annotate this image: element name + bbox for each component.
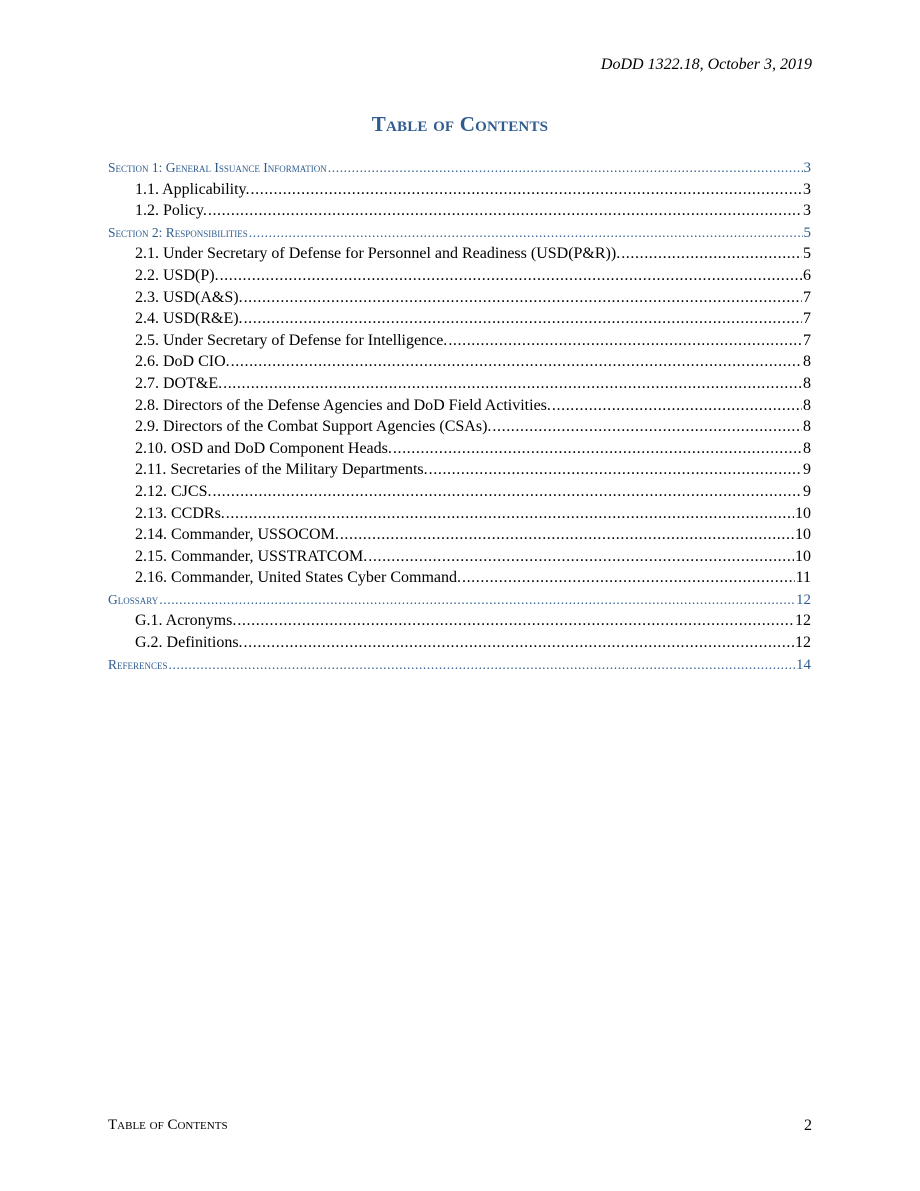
toc-subsection-link[interactable] [108,395,811,417]
dot-leader [448,330,802,352]
dot-leader [208,200,802,222]
document-header: DoDD 1322.18, October 3, 2019 [600,56,812,73]
toc-entry-label: 1.2. Policy. [135,202,207,220]
toc-entry-label: 2.6. DoD CIO. [135,353,230,371]
dot-leader [220,265,802,287]
toc-entry-label: 2.3. USD(A&S). [135,288,243,306]
toc-entry-label: 2.2. USD(P). [135,266,219,284]
toc-entry-label: 2.12. CJCS. [135,482,212,500]
toc-section-link[interactable] [108,589,811,611]
toc-subsection-link[interactable] [108,503,811,525]
toc-subsection-link[interactable] [108,632,811,654]
toc-entry-page-number: 10 [795,504,811,522]
toc-entry-page-number: 7 [803,331,811,349]
toc-entry-label: G.2. Definitions. [135,634,243,652]
toc-entry-label: 2.16. Commander, United States Cyber Command. [135,569,461,587]
dot-leader [237,610,794,632]
toc-entry-label: 2.14. Commander, USSOCOM. [135,526,339,544]
toc-subsection-link[interactable] [108,265,811,287]
toc-entry-page-number: 5 [803,245,811,263]
dot-leader [492,416,802,438]
toc-list [108,157,811,675]
toc-entry-label: G.1. Acronyms. [135,612,237,630]
toc-subsection-link[interactable] [108,610,811,632]
toc-entry-label: 2.5. Under Secretary of Defense for Intelligence. [135,331,448,349]
toc-entry-page-number: 5 [803,224,811,241]
toc-entry-label: 2.9. Directors of the Combat Support Agencies (CSAs). [135,418,492,436]
footer-page-number: 2 [804,1117,812,1134]
toc-entry-page-number: 8 [803,374,811,392]
dot-leader [244,287,802,309]
dot-leader [159,589,795,611]
toc-subsection-link[interactable] [108,200,811,222]
toc-subsection-link[interactable] [108,567,811,589]
toc-title: Table of Contents [371,112,549,136]
toc-entry-page-number: 12 [795,634,811,652]
toc-subsection-link[interactable] [108,546,811,568]
toc-subsection-link[interactable] [108,416,811,438]
dot-leader [169,654,795,676]
toc-entry-page-number: 10 [795,526,811,544]
toc-subsection-link[interactable] [108,351,811,373]
toc-entry-label: 2.8. Directors of the Defense Agencies and DoD Field Activities. [135,396,551,414]
dot-leader [328,157,803,179]
toc-entry-label: 2.4. USD(R&E). [135,310,243,328]
dot-leader [462,567,795,589]
toc-entry-page-number: 3 [803,180,811,198]
toc-entry-label: 2.13. CCDRs. [135,504,225,522]
dot-leader [393,438,802,460]
toc-entry-page-number: 9 [803,461,811,479]
toc-entry-label: 2.1. Under Secretary of Defense for Personnel and Readiness (USD(P&R)). [135,245,621,263]
toc-entry-label: References [108,656,168,672]
toc-entry-label: Section 1: General Issuance Information [108,160,327,175]
dot-leader [226,503,794,525]
toc-entry-page-number: 14 [796,656,811,673]
toc-entry-page-number: 12 [796,591,811,608]
dot-leader [340,524,794,546]
toc-entry-page-number: 7 [803,288,811,306]
dot-leader [212,481,802,503]
dot-leader [244,308,802,330]
toc-subsection-link[interactable] [108,330,811,352]
toc-entry-page-number: 3 [803,202,811,220]
toc-entry-page-number: 12 [795,612,811,630]
toc-entry-page-number: 11 [795,569,811,587]
toc-entry-label: 2.15. Commander, USSTRATCOM. [135,547,368,565]
toc-entry-page-number: 8 [803,439,811,457]
toc-section-link[interactable] [108,222,811,244]
toc-section-link[interactable] [108,654,811,676]
toc-subsection-link[interactable] [108,308,811,330]
footer-section-name: Table of Contents [108,1117,228,1133]
toc-entry-page-number: 7 [803,310,811,328]
toc-entry-page-number: 8 [803,396,811,414]
dot-leader [368,546,794,568]
toc-entry-label: 2.10. OSD and DoD Component Heads. [135,439,392,457]
toc-entry-page-number: 3 [803,160,811,176]
toc-section-link[interactable] [108,157,811,179]
toc-entry-page-number: 6 [803,266,811,284]
toc-subsection-link[interactable] [108,524,811,546]
dot-leader [249,222,803,244]
dot-leader [429,459,802,481]
toc-subsection-link[interactable] [108,373,811,395]
toc-entry-label: 1.1. Applicability. [135,180,250,198]
toc-entry-page-number: 9 [803,482,811,500]
toc-subsection-link[interactable] [108,459,811,481]
toc-entry-page-number: 10 [795,547,811,565]
toc-entry-label: Glossary [108,591,159,607]
toc-subsection-link[interactable] [108,287,811,309]
toc-entry-label: 2.11. Secretaries of the Military Departments. [135,461,428,479]
toc-subsection-link[interactable] [108,481,811,503]
toc-entry-page-number: 8 [803,418,811,436]
dot-leader [552,395,802,417]
dot-leader [251,179,802,201]
dot-leader [621,243,802,265]
toc-entry-label: 2.7. DOT&E. [135,374,223,392]
toc-entry-label: Section 2: Responsibilities [108,224,248,240]
dot-leader [231,351,802,373]
dot-leader [244,632,794,654]
toc-subsection-link[interactable] [108,179,811,201]
toc-entry-page-number: 8 [803,353,811,371]
toc-subsection-link[interactable] [108,438,811,460]
dot-leader [223,373,802,395]
toc-subsection-link[interactable] [108,243,811,265]
